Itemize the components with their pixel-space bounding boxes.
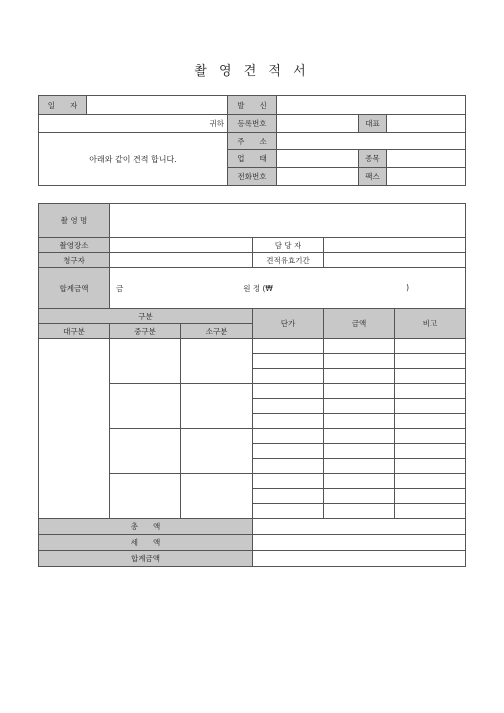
phone-label: 전화번호 (228, 168, 277, 186)
sender-field[interactable] (277, 96, 466, 115)
location-field[interactable] (110, 238, 253, 253)
note-cell[interactable] (395, 369, 466, 384)
amount-cell[interactable] (324, 444, 395, 459)
tax-label: 세 액 (39, 535, 253, 551)
unit-price-cell[interactable] (253, 384, 324, 399)
unit-price-cell[interactable] (253, 444, 324, 459)
amount-cell[interactable] (324, 429, 395, 444)
note-cell[interactable] (395, 414, 466, 429)
middle-category-cell[interactable] (110, 384, 181, 429)
sender-label: 발 신 (228, 96, 277, 115)
category-header: 구분 (39, 309, 253, 324)
reg-no-label: 등록번호 (228, 115, 277, 133)
amount-cell[interactable] (324, 474, 395, 489)
estimate-message: 아래와 같이 견적 합니다. (39, 133, 228, 186)
unit-price-cell[interactable] (253, 489, 324, 504)
business-type-field[interactable] (277, 150, 359, 168)
business-type-label: 업 태 (228, 150, 277, 168)
unit-price-header: 단가 (253, 309, 324, 339)
validity-field[interactable] (324, 253, 466, 268)
total-amount-field[interactable] (110, 268, 466, 309)
shoot-name-label: 촬 영 명 (39, 204, 110, 238)
amount-cell[interactable] (324, 399, 395, 414)
total-amount-label: 합계금액 (39, 268, 110, 309)
note-cell[interactable] (395, 339, 466, 354)
estimate-table (38, 203, 466, 567)
middle-category-cell[interactable] (110, 429, 181, 474)
amount-cell[interactable] (324, 339, 395, 354)
note-header: 비고 (395, 309, 466, 339)
manager-label: 담 당 자 (253, 238, 324, 253)
unit-price-cell[interactable] (253, 414, 324, 429)
subtotal-field[interactable] (253, 519, 466, 535)
grand-total-label: 합계금액 (39, 551, 253, 567)
total-won-label: 원 정 (₩ (243, 283, 273, 293)
amount-cell[interactable] (324, 489, 395, 504)
address-field[interactable] (277, 133, 466, 150)
subtotal-label: 총 액 (39, 519, 253, 535)
business-item-label: 종목 (359, 150, 387, 168)
note-cell[interactable] (395, 504, 466, 519)
manager-field[interactable] (324, 238, 466, 253)
minor-category-cell[interactable] (181, 474, 253, 519)
unit-price-cell[interactable] (253, 369, 324, 384)
note-cell[interactable] (395, 399, 466, 414)
ceo-label: 대표 (359, 115, 387, 133)
middle-category-cell[interactable] (110, 474, 181, 519)
major-category-header: 대구분 (39, 324, 110, 339)
major-category-cell[interactable] (39, 339, 110, 519)
validity-label: 견적유효기간 (253, 253, 324, 268)
note-cell[interactable] (395, 444, 466, 459)
reg-no-field[interactable] (277, 115, 359, 133)
note-cell[interactable] (395, 459, 466, 474)
minor-category-cell[interactable] (181, 384, 253, 429)
amount-cell[interactable] (324, 459, 395, 474)
unit-price-cell[interactable] (253, 459, 324, 474)
unit-price-cell[interactable] (253, 354, 324, 369)
note-cell[interactable] (395, 489, 466, 504)
recipient-suffix: 귀하 (39, 115, 228, 133)
minor-category-cell[interactable] (181, 429, 253, 474)
unit-price-cell[interactable] (253, 474, 324, 489)
unit-price-cell[interactable] (253, 429, 324, 444)
client-label: 청구자 (39, 253, 110, 268)
amount-cell[interactable] (324, 504, 395, 519)
date-field[interactable] (87, 96, 228, 115)
fax-label: 팩스 (359, 168, 387, 186)
amount-header: 금액 (324, 309, 395, 339)
amount-cell[interactable] (324, 354, 395, 369)
middle-category-cell[interactable] (110, 339, 181, 384)
address-label: 주 소 (228, 133, 277, 150)
date-label: 일 자 (39, 96, 87, 115)
fax-field[interactable] (387, 168, 466, 186)
amount-cell[interactable] (324, 384, 395, 399)
business-item-field[interactable] (387, 150, 466, 168)
middle-category-header: 중구분 (110, 324, 181, 339)
amount-cell[interactable] (324, 414, 395, 429)
unit-price-cell[interactable] (253, 399, 324, 414)
header-table (38, 95, 466, 186)
document-title: 촬 영 견 적 서 (194, 64, 310, 79)
note-cell[interactable] (395, 429, 466, 444)
minor-category-header: 소구분 (181, 324, 253, 339)
amount-cell[interactable] (324, 369, 395, 384)
note-cell[interactable] (395, 354, 466, 369)
total-prefix: 금 (116, 283, 124, 293)
ceo-field[interactable] (387, 115, 466, 133)
unit-price-cell[interactable] (253, 339, 324, 354)
note-cell[interactable] (395, 384, 466, 399)
grand-total-field[interactable] (253, 551, 466, 567)
unit-price-cell[interactable] (253, 504, 324, 519)
tax-field[interactable] (253, 535, 466, 551)
note-cell[interactable] (395, 474, 466, 489)
shoot-name-field[interactable] (110, 204, 466, 238)
minor-category-cell[interactable] (181, 339, 253, 384)
phone-field[interactable] (277, 168, 359, 186)
total-close: ) (406, 282, 410, 292)
location-label: 촬영장소 (39, 238, 110, 253)
client-field[interactable] (110, 253, 253, 268)
